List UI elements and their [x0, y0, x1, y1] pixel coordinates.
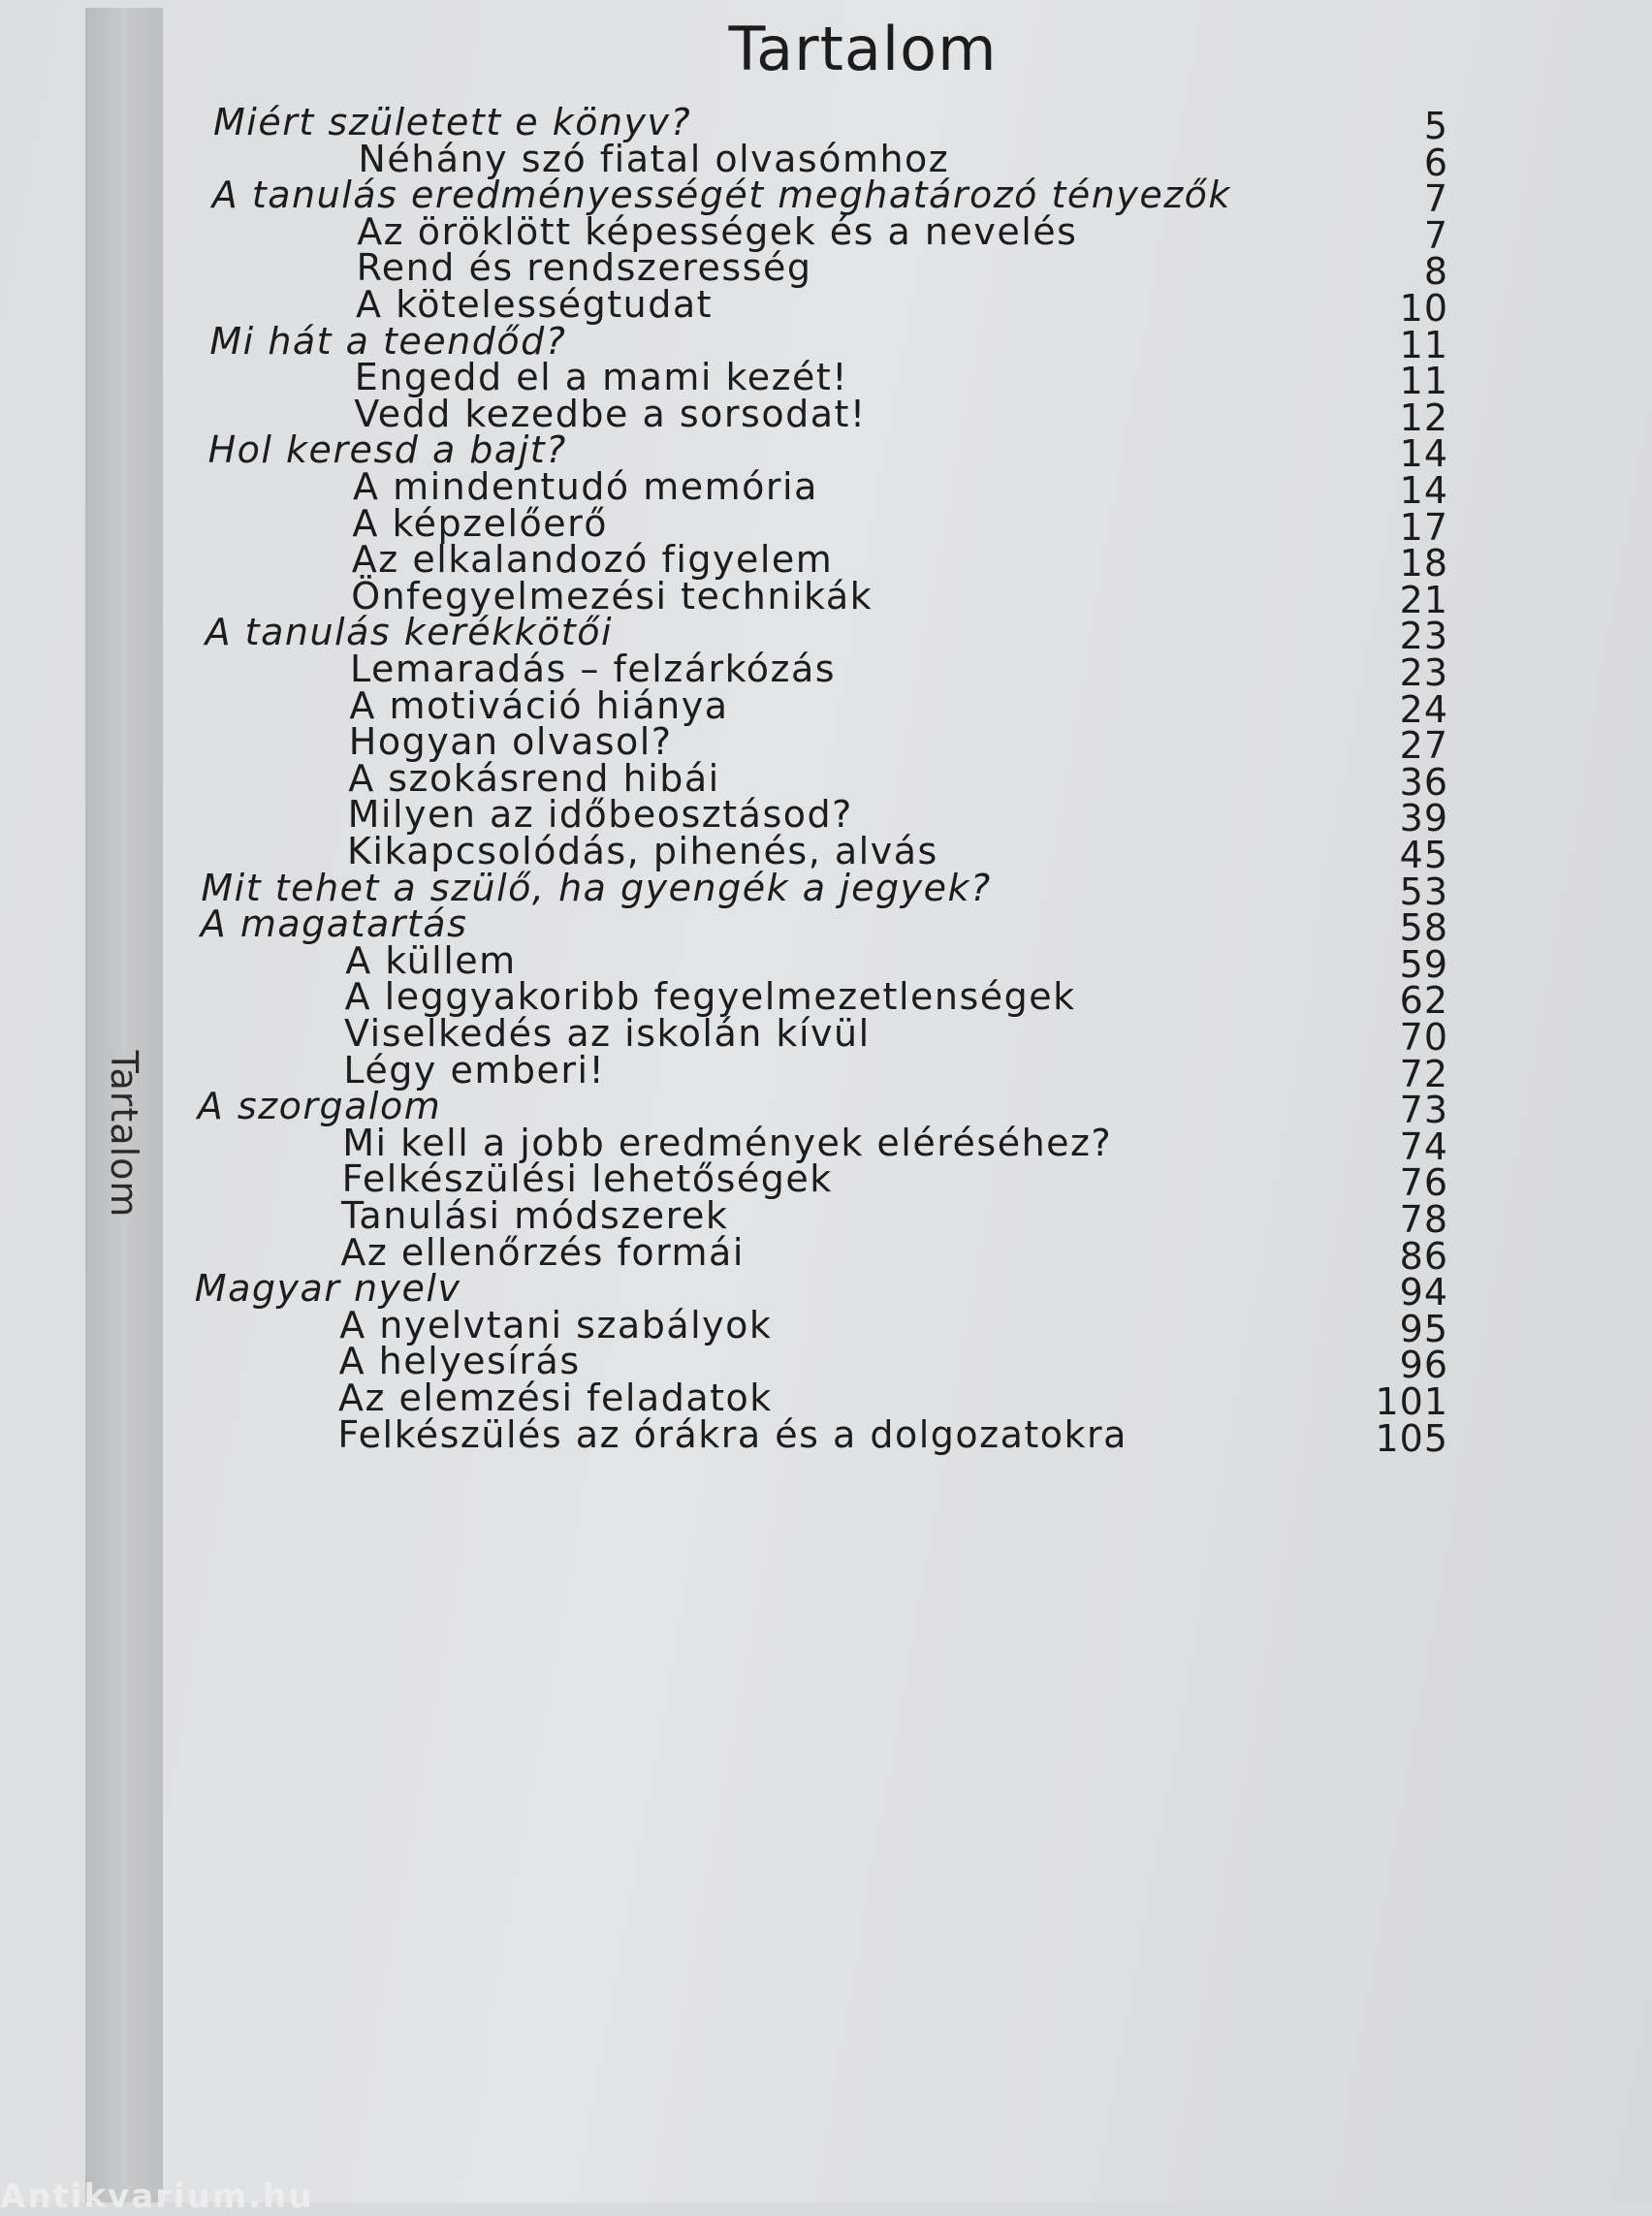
toc-section-title: Az elkalandozó figyelem — [351, 538, 834, 582]
toc-page-number: 95 — [1399, 1307, 1448, 1350]
toc-page-number: 5 — [1423, 105, 1448, 147]
toc-section-title: A képzelőerő — [352, 501, 608, 545]
toc-page-number: 23 — [1399, 651, 1448, 694]
toc-page-number: 45 — [1399, 834, 1448, 876]
toc-page-number: 73 — [1399, 1089, 1448, 1132]
toc-section-title: A motiváció hiánya — [349, 683, 729, 727]
toc-section-title: Engedd el a mami kezét! — [354, 356, 849, 399]
toc-section-title: Önfegyelmezési technikák — [351, 574, 874, 617]
toc-page-number: 12 — [1399, 396, 1448, 439]
toc-section-title: A kötelességtudat — [356, 283, 714, 326]
toc-section-title: A küllem — [345, 938, 517, 982]
toc-page-number: 96 — [1399, 1344, 1448, 1387]
toc-page-number: 86 — [1399, 1234, 1448, 1278]
toc-page-number: 70 — [1399, 1016, 1448, 1059]
toc-section-title: Az elemzési feladatok — [338, 1377, 773, 1419]
toc-page-number: 11 — [1399, 323, 1448, 366]
toc-section-title: A mindentudó memória — [353, 465, 818, 508]
toc-page-number: 7 — [1423, 177, 1448, 221]
toc-page-number: 53 — [1399, 870, 1448, 913]
toc-section-title: Milyen az időbeosztásod? — [347, 793, 853, 837]
toc-chapter-title: Mit tehet a szülő, ha gyengék a jegyek? — [201, 866, 992, 909]
toc-page-number: 8 — [1423, 250, 1448, 294]
toc-page-number: 101 — [1375, 1380, 1448, 1423]
toc-section-title: A helyesírás — [338, 1340, 581, 1383]
toc-page-number: 59 — [1399, 942, 1448, 986]
toc-page-number: 39 — [1399, 797, 1448, 840]
toc-page-number: 6 — [1423, 141, 1448, 184]
toc-page-number: 23 — [1399, 615, 1448, 658]
toc-section-title: Lemaradás – felzárkózás — [350, 648, 837, 690]
toc-section-title: Néhány szó fiatal olvasómhoz — [358, 137, 950, 180]
toc-page-number: 17 — [1399, 505, 1448, 549]
toc-section-title: Rend és rendszeresség — [356, 246, 812, 290]
toc-section-title: Tanulási módszerek — [341, 1194, 729, 1237]
toc-page-number: 27 — [1399, 724, 1448, 768]
page-title: Tartalom — [728, 14, 998, 84]
toc-page-number: 105 — [1375, 1416, 1448, 1460]
toc-section-title: A nyelvtani szabályok — [339, 1303, 773, 1346]
toc-section-title: Hogyan olvasol? — [348, 720, 673, 764]
toc-page-number: 14 — [1399, 469, 1448, 512]
watermark: Antikvarium.hu — [0, 2177, 314, 2216]
toc-page-number: 18 — [1399, 542, 1448, 586]
toc-page-number: 76 — [1399, 1161, 1448, 1205]
toc-page-number: 11 — [1399, 360, 1448, 403]
toc-section-title: Mi kell a jobb eredmények eléréséhez? — [342, 1121, 1113, 1164]
toc-section-title: A szokásrend hibái — [348, 756, 720, 800]
side-label: Tartalom — [103, 1050, 145, 1219]
toc-page-number: 58 — [1399, 906, 1448, 950]
toc-chapter-title: A tanulás kerékkötői — [205, 611, 614, 654]
toc-chapter-title: Mi hát a teendőd? — [209, 319, 567, 363]
toc-section-title: Az ellenőrzés formái — [340, 1230, 745, 1274]
toc-page-number: 36 — [1399, 760, 1448, 804]
toc-section-title: Felkészülési lehetőségek — [341, 1157, 833, 1201]
toc-page-number: 72 — [1399, 1052, 1448, 1095]
toc-page-number: 78 — [1399, 1198, 1448, 1241]
toc-section-title: Légy emberi! — [343, 1048, 606, 1092]
toc-page-number: 10 — [1399, 287, 1448, 330]
toc-section-title: Kikapcsolódás, pihenés, alvás — [347, 830, 938, 872]
toc-section-title: Az öröklött képességek és a nevelés — [357, 209, 1078, 253]
toc-page-number: 21 — [1399, 578, 1448, 621]
toc-page-number: 7 — [1423, 213, 1448, 257]
toc-section-title: A leggyakoribb fegyelmezetlenségek — [344, 975, 1076, 1019]
toc-page-number: 62 — [1399, 979, 1448, 1023]
toc-chapter-title: Miért született e könyv? — [213, 101, 692, 143]
toc-section-title: Viselkedés az iskolán kívül — [344, 1012, 871, 1055]
toc-section-title: Vedd kezedbe a sorsodat! — [354, 392, 867, 435]
toc-page-number: 14 — [1399, 432, 1448, 476]
toc-section-title: Felkészülés az órákra és a dolgozatokra — [337, 1412, 1128, 1456]
toc-page-number: 24 — [1399, 687, 1448, 731]
toc-row — [0, 1413, 1652, 1462]
toc-page-number: 94 — [1399, 1271, 1448, 1314]
toc-chapter-title: Hol keresd a bajt? — [207, 428, 567, 472]
toc-chapter-title: A magatartás — [200, 902, 468, 946]
toc-chapter-title: Magyar nyelv — [194, 1267, 461, 1311]
toc-chapter-title: A tanulás eredményességét meghatározó tényezők — [211, 174, 1231, 217]
toc-chapter-title: A szorgalom — [197, 1085, 442, 1128]
toc-page-number: 74 — [1399, 1124, 1448, 1168]
